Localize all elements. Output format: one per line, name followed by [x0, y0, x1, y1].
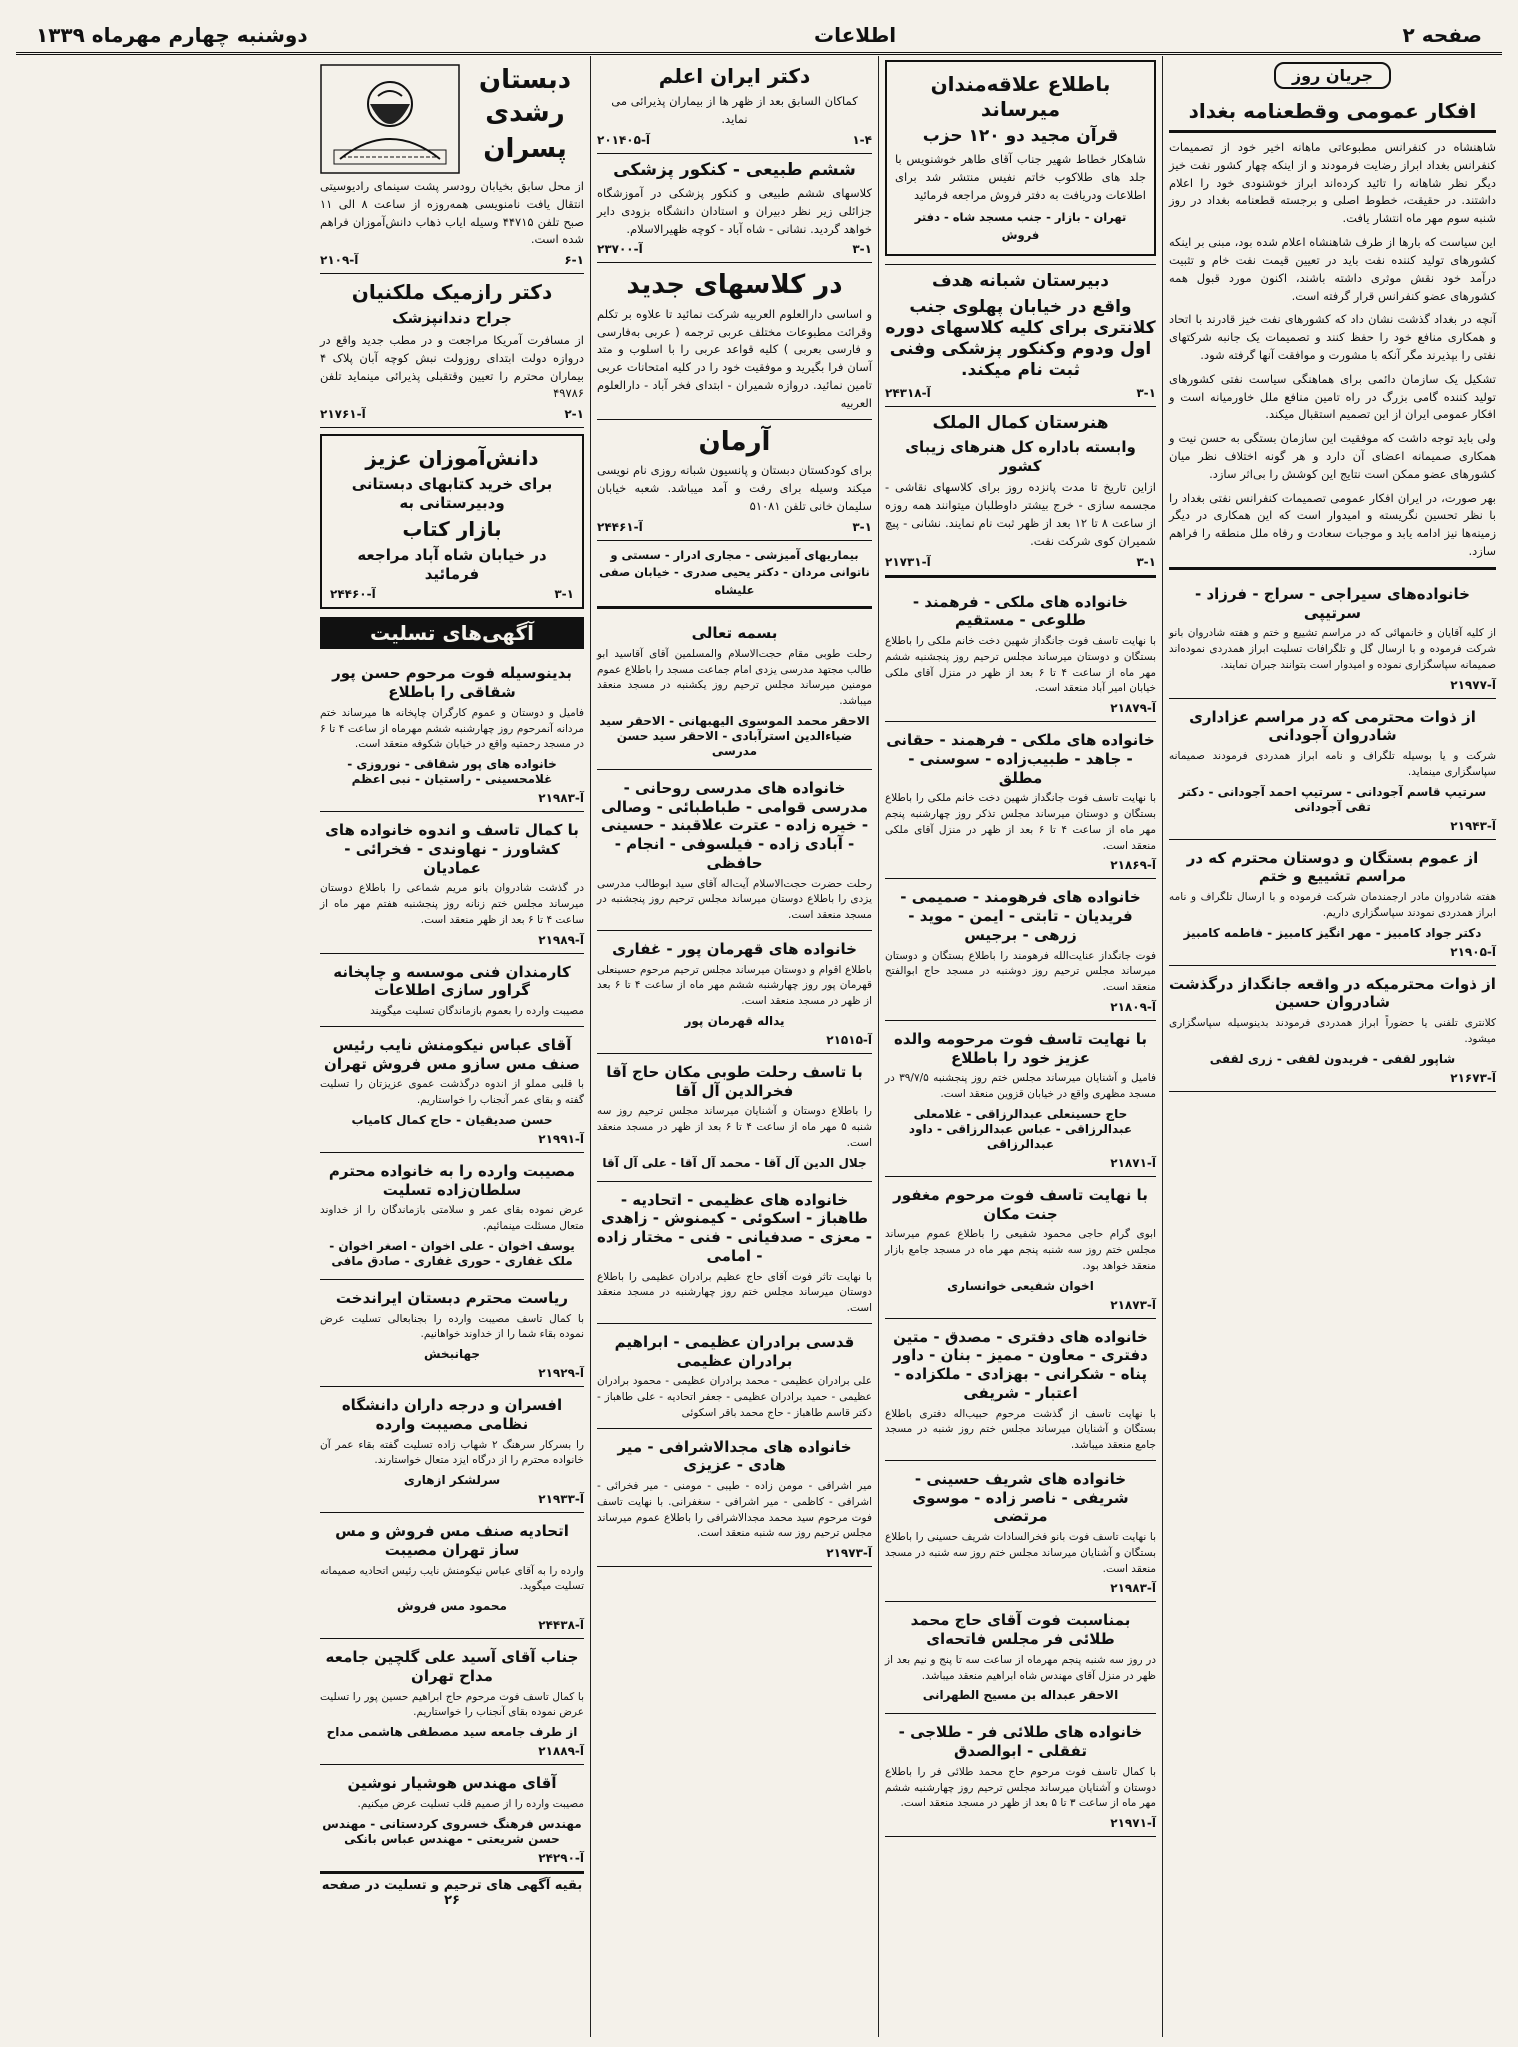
notice-title: بسمه تعالی	[691, 624, 778, 643]
notice-code: آ-۲۴۲۹۰	[538, 1850, 584, 1865]
notice-body: هفته شادروان مادر ارجمندمان شرکت فرموده و با ارسال تلگراف و نامه ابراز همدردی نمودند سپاسگزاری داریم.	[1169, 891, 1496, 919]
doctor-code: آ-۲۰۱۴۰۵	[597, 132, 651, 147]
notice-body: فوت جانگداز عنایت‌الله فرهومند را باطلاع بستگان و دوستان میرساند مجلس ترحیم روز دوشنبه در مسجد حاج ابوالفتح منعقد است.	[885, 949, 1156, 994]
notice-title: افسران و درجه داران دانشگاه نظامی مصیبت وارده	[341, 1396, 563, 1433]
notice-body: شرکت و یا بوسیله تلگراف و نامه ابراز همدردی فرمودند صمیمانه سپاسگزاری مینماید.	[1169, 750, 1496, 778]
notice-item	[885, 1177, 1156, 1319]
notice-body: با نهایت تاسف فوت بانو فخرالسادات شریف حسینی را باطلاع بستگان و آشنایان میرساند مجلس ختم روز سه شنبه در مسجد منعقد است.	[885, 1531, 1156, 1575]
notice-code: آ-۲۱۹۷۷	[1450, 677, 1496, 692]
dentist-num: ۲-۱	[564, 407, 584, 422]
notice-title: خانواده های ملکی - فرهمند - طلوعی - مستقیم	[912, 592, 1129, 630]
quran-title: باطلاع علاقه‌مندان میرساند	[930, 72, 1111, 121]
notice-body: را باطلاع دوستان و آشنایان میرساند مجلس ترحیم روز سه شنبه ۵ مهر ماه از ساعت ۴ تا ۶ بعد از ظهر در مسجد منعقد است.	[597, 1105, 872, 1149]
notice-code: آ-۲۱۹۷۳	[826, 1546, 872, 1561]
notice-signature: حسن صدیقیان - حاج کمال کامیاب	[351, 1112, 553, 1127]
notice-item	[1169, 966, 1496, 1092]
notice-code: آ-۲۱۹۷۱	[1110, 1816, 1156, 1831]
notice-title: با کمال تاسف و اندوه خانواده های کشاورز - نهاوندی - فخرائی - عمادیان	[325, 821, 579, 877]
doctor-num: ۱-۴	[852, 132, 872, 147]
column-3-notices	[597, 615, 872, 1567]
kamal-subtitle: وابسته باداره کل هنرهای زیبای کشور	[905, 437, 1136, 475]
hadaf-code: آ-۲۴۳۱۸	[885, 385, 931, 400]
notice-body: از کلیه آقایان و خانمهائی که در مراسم تشییع و ختم و هفته شادروان بانو شرکت فرموده و با ارسال گل و تلگرافات تسلیت ابراز همدردی نموده‌اند صمیمانه سپاسگزاری نموده و امیدوار است بتوانند جبران نمایند.	[1169, 627, 1496, 671]
notice-signature: محمود مس فروش	[397, 1599, 507, 1613]
notice-title: با تاسف رحلت طوبی مکان حاج آقا فخرالدین آل آقا	[606, 1062, 863, 1100]
editorial-paragraph: ولی باید توجه داشت که موفقیت این سازمان بستگی به حسن نیت و همکاری صمیمانه اعضای آن دارد و هر گونه اختلاف نظر میان کشورهای عضو ممکن است نتایج این کوشش را بی‌اثر سازد.	[1169, 431, 1496, 481]
notice-code: آ-۲۱۶۷۳	[1450, 1070, 1496, 1085]
notice-item	[597, 1324, 872, 1429]
notice-signature: یداله قهرمان پور	[684, 1013, 785, 1028]
roshdi-title: دبستان رشدی	[478, 65, 572, 128]
notice-code: آ-۲۱۹۰۵	[1450, 944, 1496, 959]
notice-item	[1169, 576, 1496, 699]
arman-code: آ-۲۴۴۶۱	[597, 519, 643, 534]
notice-item	[885, 1714, 1156, 1837]
notice-title: از ذوات محترمی که در مراسم عزاداری شادروان آجودانی	[1189, 707, 1476, 745]
notice-item	[320, 1639, 584, 1765]
konkur-text: کلاسهای ششم طبیعی و کنکور پزشکی در آموزشگاه جزائلی زیر نظر دبیران و استادان دانشگاه بزودی دایر خواهد گردید. نشانی - شاه آباد - کوچه ظهیرالاسلام.	[597, 185, 872, 236]
notice-title: خانواده های شریف حسینی - شریفی - ناصر زاده - موسوی مرتضی	[912, 1469, 1129, 1526]
notice-body: باطلاع اقوام و دوستان میرساند مجلس ترحیم مرحوم حسینعلی قهرمان پور روز چهارشنبه ششم مهر ماه از ساعت ۴ تا ۶ بعد از ظهر در مسجد منعقد است.	[597, 963, 872, 1008]
ad-dentist	[320, 280, 584, 421]
notice-title: آقای عباس نیکومنش نایب رئیس صنف مس سازو مس فروش تهران	[324, 1035, 580, 1073]
editorial-paragraph: تشکیل یک سازمان دائمی برای هماهنگی سیاست نفتی کشورهای تولید کننده گامی بزرگ در راه تامین منافع ملل خاورمیانه است و افکار عمومی ایران از این تصمیم استقبال میکند.	[1169, 371, 1496, 422]
notice-body: با نهایت تاسف فوت جانگداز شهین دخت خانم ملکی را باطلاع بستگان و دوستان میرساند مجلس ترحیم روز پنجشنبه ششم مهر ماه از ساعت ۴ تا ۶ بعد از ظهر در منزل آقای ملکی خیابان امیر آباد منعقد است.	[885, 635, 1157, 695]
notice-signature: الاحقر عبداله بن مسیح الطهرانی	[922, 1688, 1119, 1703]
notice-item	[1169, 840, 1496, 966]
notice-title: خانواده های فرهومند - صمیمی - فریدیان - تابتی - ایمن - موید - زرهی - برجیس	[900, 888, 1141, 944]
konkur-code: آ-۲۳۷۰۰	[597, 242, 643, 257]
ad-arman	[597, 426, 872, 534]
notice-body: در روز سه شنبه پنجم مهرماه از ساعت سه تا پنج و نیم بعد از ظهر در منزل آقای مهندس شاه ابراهیم منعقد میباشد.	[885, 1653, 1156, 1682]
classes-text: و اساسی دارالعلوم العربیه شرکت نمائید تا علاوه بر تکلم وقرائت مطبوعات مختلف عربی ترجمه ( عربی به‌فارسی و فارسی بعربی ) کلیه قواعد عربی را با اسلوب و متد آسان فرا بگیرید و موفقیت خود را در کلیه امتحانات عربی تامین نمائید. دروازه شمیران - ابتدای فخر آباد - دارالعلوم العربیه	[597, 306, 872, 410]
quran-announcement	[885, 60, 1156, 256]
notice-body: ابوی گرام حاجی محمود شفیعی را باطلاع عموم میرساند مجلس ختم روز سه شنبه پنجم مهر ماه در مسجد جامع بازار منعقد خواهد بود.	[885, 1228, 1156, 1272]
notice-signature: یوسف اخوان - علی اخوان - اصغر اخوان - ملک غفاری - حوری غفاری - صادق مافی	[329, 1238, 575, 1268]
notice-body: با کمال تاسف فوت مرحوم حاج محمد طلائی فر را باطلاع دوستان و آشنایان میرساند مجلس ترحیم روز چهارشنبه ششم مهر ماه از ساعت ۳ تا ۵ بعد از ظهر در مسجد منعقد است.	[885, 1765, 1156, 1810]
notice-signature: سرلشکر ازهاری	[403, 1473, 501, 1487]
editorial-body	[1169, 139, 1496, 561]
quran-address: تهران - بازار - جنب مسجد شاه - دفتر فروش	[914, 209, 1127, 242]
notice-item	[320, 1280, 584, 1387]
hadaf-num: ۳-۱	[1136, 385, 1156, 400]
notice-body: با قلبی مملو از اندوه درگذشت عموی عزیزتان را تسلیت گفته و بقای عمر آنجناب را خواستاریم.	[320, 1078, 584, 1106]
notice-signature: اخوان شفیعی خوانساری	[947, 1278, 1094, 1293]
notice-code: آ-۲۱۸۸۹	[538, 1744, 584, 1758]
notice-code: آ-۲۱۹۹۱	[538, 1131, 584, 1146]
notice-code: آ-۲۱۸۶۹	[1110, 858, 1156, 873]
section-badge: جریان روز	[1274, 62, 1391, 89]
notice-title: از عموم بستگان و دوستان محترم که در مراسم تشییع و ختم	[1186, 848, 1479, 886]
notice-code: آ-۲۴۴۳۸	[538, 1618, 584, 1632]
books-address: در خیابان شاه آباد مراجعه فرمائید	[357, 545, 547, 583]
notice-title: بدینوسیله فوت مرحوم حسن پور شقاقی را باطلاع	[332, 664, 572, 701]
books-title: دانش‌آموزان عزیز	[365, 446, 539, 471]
notice-title: خانواده های عظیمی - اتحادیه - طاهباز - اسکوئی - کیمنوش - زاهدی - معزی - صدفیانی - فنی - مختار زاده - امامی	[597, 1190, 872, 1265]
notice-title: جناب آقای آسید علی گلچین جامعه مداح تهران	[325, 1648, 579, 1685]
arman-text: برای کودکستان دبستان و پانسیون شبانه روزی نام نویسی میکند وسیله برای رفت و آمد میباشد. شعبه خیابان سلیمان خانی تلفن ۵۱۰۸۱	[597, 463, 872, 513]
column-4	[314, 56, 590, 2037]
arman-title: آرمان	[698, 426, 771, 457]
notice-body: وارده را به آقای عباس نیکومنش نایب رئیس اتحادیه صمیمانه تسلیت میگوید.	[320, 1564, 584, 1593]
notice-signature: شاپور لقفی - فریدون لقفی - زری لقفی	[1209, 1051, 1456, 1066]
notice-signature: از طرف جامعه سید مصطفی هاشمی مداح	[326, 1725, 578, 1739]
notice-title: کارمندان فنی موسسه و چاپخانه گراور سازی اطلاعات	[333, 962, 571, 1000]
doctor-title: دکتر ایران اعلم	[658, 64, 811, 88]
roshdi-logo-portrait	[320, 64, 460, 174]
column-3	[590, 56, 878, 2037]
notice-item	[885, 1021, 1156, 1177]
hadaf-text: واقع در خیابان پهلوی جنب کلانتری برای کلیه کلاسهای دوره اول ودوم وکنکور پزشکی وفنی ثبت نام میکند.	[885, 296, 1156, 381]
books-num: ۳-۱	[554, 587, 574, 602]
notice-code: آ-۲۱۸۷۱	[1110, 1155, 1156, 1170]
notice-body: مصیبت وارده را از صمیم قلب تسلیت عرض میکنیم.	[357, 1797, 584, 1810]
notice-title: با نهایت تاسف فوت مرحوم مغفور جنت مکان	[893, 1185, 1148, 1223]
ad-kamal-ol-molk	[885, 413, 1156, 569]
notice-item	[320, 1513, 584, 1639]
classes-title: در کلاسهای جدید	[626, 270, 843, 301]
notice-signature: مهندس فرهنگ خسروی کردستانی - مهندس حسن شریعتی - مهندس عباس بانکی	[322, 1816, 582, 1846]
quran-subtitle: قرآن مجید دو ۱۲۰ حزب	[922, 126, 1119, 146]
ad-roshdi-school	[320, 64, 584, 267]
columns	[16, 56, 1502, 2037]
notice-title: اتحادیه صنف مس فروش و مس ساز تهران مصیبت	[335, 1522, 569, 1559]
masthead	[16, 18, 1502, 55]
notice-body: کلانتری تلفنی یا حضوراً ابراز همدردی فرمودند بدینوسیله سپاسگزاری میشود.	[1169, 1017, 1496, 1045]
books-store: بازار کتاب	[402, 516, 502, 541]
notice-code: آ-۲۱۹۸۳	[538, 791, 584, 805]
editorial-notices	[1169, 576, 1496, 1092]
notice-body: مصیبت وارده را بعموم بازماندگان تسلیت میگویند	[370, 1005, 584, 1017]
notice-title: مصیبت وارده را به خانواده محترم سلطان‌زاده تسلیت	[328, 1161, 576, 1199]
doctor-text: کماکان السابق بعد از ظهر ها از بیماران پذیرائی می نماید.	[611, 94, 858, 126]
notice-code: آ-۲۱۹۲۹	[538, 1366, 584, 1380]
ad-doctor-alam	[597, 64, 872, 147]
notice-item	[885, 1319, 1156, 1461]
kamal-num: ۳-۱	[1136, 554, 1156, 569]
notice-item	[885, 1602, 1156, 1714]
konkur-num: ۳-۱	[852, 242, 872, 257]
notice-body: فامیل و آشنایان میرساند مجلس ختم روز پنجشنبه ۳۹/۷/۵ در مسجد مظهری واقع در خیابان قزوین منعقد است.	[885, 1072, 1156, 1101]
column-2	[878, 56, 1162, 2037]
notice-title: خانواده های دفتری - مصدق - متین دفتری - معاون - ممیز - بنان - داور پناه - شکرانی - بهزادی - ملکزاده - اعتبار - شریفی	[893, 1327, 1148, 1402]
notice-body: در گذشت شادروان بانو مریم شماعی را باطلاع دوستان میرساند مجلس ختم زنانه روز پنجشنبه هفتم مهر ماه از ساعت ۴ تا ۶ بعد از ظهر منعقد است.	[320, 882, 584, 926]
notice-item	[885, 722, 1156, 879]
notice-item	[597, 770, 872, 931]
kamal-title: هنرستان کمال الملک	[932, 412, 1109, 433]
ad-book-bazaar	[320, 434, 584, 609]
roshdi-num: ۶-۱	[564, 253, 584, 268]
notice-code: آ-۲۱۵۱۵	[826, 1032, 872, 1047]
notice-item	[885, 1461, 1156, 1603]
dentist-subtitle: جراح دندانپزشک	[392, 309, 512, 328]
notice-body: با نهایت تاسف از گذشت مرحوم حبیب‌اله دفتری باطلاع بستگان و آشنایان میرساند مجلس ختم روز شنبه در مسجد جامع منعقد میباشد.	[885, 1407, 1156, 1452]
notice-code: آ-۲۱۸۰۹	[1110, 999, 1156, 1014]
notice-signature: دکتر جواد کامبیز - مهر انگیز کامبیز - فاطمه کامبیز	[1183, 925, 1482, 940]
notice-title: خانواده های قهرمان پور - غفاری	[612, 939, 857, 958]
notice-item	[597, 931, 872, 1054]
notice-item	[320, 812, 584, 954]
notice-code: آ-۲۱۸۷۳	[1110, 1297, 1156, 1312]
column-editorial	[1162, 56, 1502, 2037]
notice-title: بمناسبت فوت آقای حاج محمد طلائی فر مجلس فاتحه‌ای	[910, 1611, 1131, 1649]
notice-item	[320, 954, 584, 1027]
notice-title: با نهایت تاسف فوت مرحومه والده عزیز خود را باطلاع	[893, 1029, 1148, 1067]
notice-body: فامیل و دوستان و عموم کارگران چاپخانه ها میرساند ختم مردانه آنمرحوم روز چهارشنبه ششم مهرماه از ساعت ۴ تا ۶ در مسجد رحمتیه واقع در خیابان شکوفه منعقد است.	[320, 706, 585, 751]
roshdi-subtitle: پسران	[483, 134, 567, 164]
books-code: آ-۲۴۴۶۰	[330, 587, 376, 602]
clinic-ad: بیماریهای آمیزشی - مجاری ادرار - سستی و ناتوانی مردان - دکتر یحیی صدری - خیابان صفی علیشاه	[599, 547, 870, 598]
column-2-notices	[885, 584, 1156, 1838]
notice-title: از ذوات محترمیکه در واقعه جانگداز درگذشت شادروان حسین	[1169, 974, 1496, 1012]
quran-text: شاهکار خطاط شهیر جناب آقای طاهر خوشنویس با جلد های طلاکوب خاتم نفیس منتشر شد برای اطلاعات ودریافت به دفتر فروش مراجعه فرمائید	[895, 152, 1146, 202]
notice-body: با نهایت تاسف فوت جانگداز شهین دخت خانم ملکی را باطلاع بستگان و دوستان میرساند مجلس تذکر روز چهارشنبه پنجم مهر ماه از ساعت ۴ تا ۶ بعد از ظهر در منزل آقای ملکی منعقد است.	[885, 792, 1157, 852]
notice-title: خانواده‌های سیراجی - سراج - فرزاد - سرتیپی	[1195, 584, 1470, 622]
notice-title: خانواده های طلائی فر - طلاجی - تفقلی - ابوالصدق	[898, 1723, 1143, 1761]
notice-code: آ-۲۱۹۴۳	[1450, 818, 1496, 833]
notice-title: خانواده های ملکی - فرهمند - حقانی - جاهد - طبیب‌زاده - سوسنی - مطلق	[886, 731, 1155, 787]
notice-item	[320, 1153, 584, 1280]
editorial-paragraph: آنچه در بغداد گذشت نشان داد که کشورهای نفت خیز قادرند با اتحاد و همکاری منافع خود را حفظ کنند و تصمیمات یک جانبه شرکتهای نفتی را بپذیرند مگر آنکه با مشورت و موافقت آنها گرفته شود.	[1169, 312, 1496, 362]
books-text: برای خرید کتابهای دبستانی ودبیرستانی به	[351, 475, 553, 512]
notice-item	[320, 655, 584, 812]
roshdi-code: آ-۲۱۰۹	[320, 253, 359, 268]
notice-body: علی برادران عظیمی - محمد برادران عظیمی - محمود برادران عظیمی - حمید برادران عظیمی - جعفر اتحادیه - علی طاهباز - دکتر قاسم طاهباز - حاج محمد باقر اسکوئی	[597, 1375, 872, 1419]
notice-body: با نهایت تاثر فوت آقای حاج عظیم برادران عظیمی را باطلاع دوستان میرساند مجلس ختم روز چهارشنبه در مسجد منعقد است.	[597, 1270, 872, 1315]
column-4-notices	[320, 655, 584, 1871]
editorial-headline: افکار عمومی وقطعنامه بغداد	[1188, 99, 1477, 123]
notice-item	[597, 1429, 872, 1568]
notice-signature: جلال الدین آل آقا - محمد آل آقا - علی آل آقا	[602, 1155, 867, 1170]
notice-item	[597, 1182, 872, 1324]
condolence-section-header: آگهی‌های تسلیت	[320, 617, 584, 649]
paper-name: اطلاعات	[813, 23, 897, 47]
notice-signature: حاج حسینعلی عبدالرزاقی - غلامعلی عبدالرزاقی - عباس عبدالرزاقی - داود عبدالرزاقی	[908, 1106, 1133, 1151]
arman-num: ۳-۱	[852, 519, 872, 534]
notice-body: را بسرکار سرهنگ ۲ شهاب زاده تسلیت گفته بقاء عمر آن خانواده محترم را از درگاه ایزد متعال خواستارند.	[320, 1438, 584, 1467]
notice-item	[320, 1027, 584, 1153]
notice-title: ریاست محترم دبستان ایراندخت	[335, 1288, 569, 1307]
issue-date: دوشنبه چهارم مهرماه ۱۳۳۹	[36, 23, 308, 47]
editorial-paragraph: شاهنشاه در کنفرانس مطبوعاتی ماهانه اخیر خود از تصمیمات کنفرانس بغداد ابراز رضایت فرمودند و از اینکه چهار کشور نفت خیز دیگر نظر شاهانه را تائید کرده‌اند ابراز خوشنودی خود را اعلام داشتند. در حقیقت، خطوط اصلی و برجسته قطعنامه بغداد در روز شنبه سوم مهر ماه انتشار یافت.	[1169, 140, 1496, 226]
notice-body: میر اشرافی - مومن زاده - طیبی - مومنی - میر فخرائی - اشرافی - کاظمی - میر اشرافی - سغفرانی. با نهایت تاسف فوت مرحوم سید محمد مجدالاشرافی را باطلاع عموم میرساند مجلس ترحیم روز سه شنبه منعقد است.	[597, 1480, 872, 1540]
notice-item	[597, 1054, 872, 1182]
notice-item	[597, 615, 872, 770]
notice-item	[320, 1387, 584, 1513]
ad-konkur	[597, 160, 872, 257]
notice-title: قدسی برادران عظیمی - ابراهیم برادران عظیمی	[614, 1332, 855, 1370]
notice-code: آ-۲۱۸۷۹	[1110, 701, 1156, 716]
notice-item	[320, 1765, 584, 1872]
notice-title: خانواده های مدرسی روحانی - مدرسی قوامی - طباطبائی - وصالی - خیره زاده - عترت علاقبند - حسینی - آبادی زاده - فیلسوفی - انجام - حافظی	[600, 778, 869, 872]
dentist-text: از مسافرت آمریکا مراجعت و در مطب جدید واقع در دروازه دولت ابتدای روزولت نبش کوچه آبان پلاک ۴ بیماران محترم را تعیین وقتقبلی پذیرائی مینماید تلفن ۴۹۷۸۶	[320, 333, 584, 401]
dentist-code: آ-۲۱۷۶۱	[320, 407, 366, 422]
dentist-title: دکتر رازمیک ملکنیان	[351, 280, 553, 305]
notice-title: آقای مهندس هوشیار نوشین	[347, 1774, 557, 1792]
page-number: صفحه ۲	[1402, 23, 1482, 47]
editorial-paragraph: بهر صورت، در ایران افکار عمومی تصمیمات کنفرانس نفتی بغداد را با نظر تحسین نگریسته و امیدوار است که این همکاری در دیگر زمینه‌ها نیز ادامه یابد و موجبات سعادت و رفاه ملل منطقه را فراهم سازد.	[1169, 490, 1496, 559]
ad-hadaf-school	[885, 271, 1156, 399]
notice-signature: سرتیپ قاسم آجودانی - سرتیپ احمد آجودانی - دکتر تقی آجودانی	[1178, 784, 1487, 814]
notice-code: آ-۲۱۹۸۳	[1110, 1581, 1156, 1596]
roshdi-text: از محل سابق بخیابان رودسر پشت سینمای رادیوسیتی انتقال یافت نامنویسی همه‌روزه از ساعت ۸ الی ۱۱ صبح تلفن ۴۴۷۱۵ وسیله ایاب ذهاب دانش‌آموزان فراهم شده است.	[320, 179, 584, 247]
notice-code: آ-۲۱۹۳۳	[538, 1492, 584, 1506]
notice-signature: جهانبخش	[423, 1347, 481, 1361]
konkur-title: ششم طبیعی - کنکور پزشکی	[613, 159, 856, 180]
kamal-text: ازاین تاریخ تا مدت پانزده روز برای کلاسهای نقاشی - مجسمه سازی - خرج بیشتر داوطلبان میتوانند همه روزه از ساعت ۸ تا ۱۲ بعد از ظهر ثبت نام نمایند. نشانی - پیچ شمیران کوی شرکت نفت.	[885, 480, 1157, 548]
notice-signature: الاحقر محمد الموسوی الیهبهانی - الاحقر سید ضیاءالدین استرآبادی - الاحقر سید حسن مدرسی	[599, 713, 870, 758]
notice-item	[885, 584, 1156, 723]
continuation-footer: بقیه آگهی های ترحیم و تسلیت در صفحه ۲۶	[320, 1872, 584, 1908]
notice-item	[885, 879, 1156, 1021]
notice-title: خانواده های مجدالاشرافی - میر هادی - عزیزی	[617, 1437, 852, 1475]
ad-arabic-classes	[597, 269, 872, 412]
notice-item	[1169, 699, 1496, 840]
hadaf-title: دبیرستان شبانه هدف	[931, 271, 1110, 292]
notice-code: آ-۲۱۹۸۹	[538, 932, 584, 947]
notice-body: عرض نموده بقای عمر و سلامتی بازماندگان را از خداوند متعال مسئلت مینمائیم.	[320, 1204, 584, 1232]
editorial-paragraph: این سیاست که بارها از طرف شاهنشاه اعلام شده بود، مبنی بر اینکه کشورهای تولید کننده نفت باید در تعیین قیمت نفت خام و تثبیت درآمد خود نقش موثری داشته باشند، اکنون مورد قبول همه کشورهای عضو کنفرانس قرار گرفته است.	[1169, 235, 1496, 303]
notice-body: با کمال تاسف فوت مرحوم حاج ابراهیم حسین پور را تسلیت عرض نموده بقای آنجناب را خواستاریم.	[320, 1690, 584, 1719]
notice-signature: خانواده های پور شقاقی - نوروزی - غلامحسینی - راستیان - نبی اعظم	[347, 757, 557, 786]
notice-body: با کمال تاسف مصیبت وارده را بجنابعالی تسلیت عرض نموده بقاء شما را از خداوند خواهانیم.	[320, 1312, 584, 1341]
notice-body: رحلت طوبی مقام حجت‌الاسلام والمسلمین آقای آقاسید ابو طالب مجتهد مدرسی یزدی امام جماعت مسجد را باطلاع عموم مومنین میرساند مجلس ترحیم روز یکشنبه در مسجد منعقد میباشد.	[597, 647, 872, 708]
kamal-code: آ-۲۱۷۳۱	[885, 554, 931, 569]
notice-body: رحلت حضرت حجت‌الاسلام آیت‌اله آقای سید ابوطالب مدرسی یزدی را باطلاع دوستان میرساند مجلس ترحیم روز پنجشنبه در مسجد منعقد است.	[597, 877, 872, 922]
